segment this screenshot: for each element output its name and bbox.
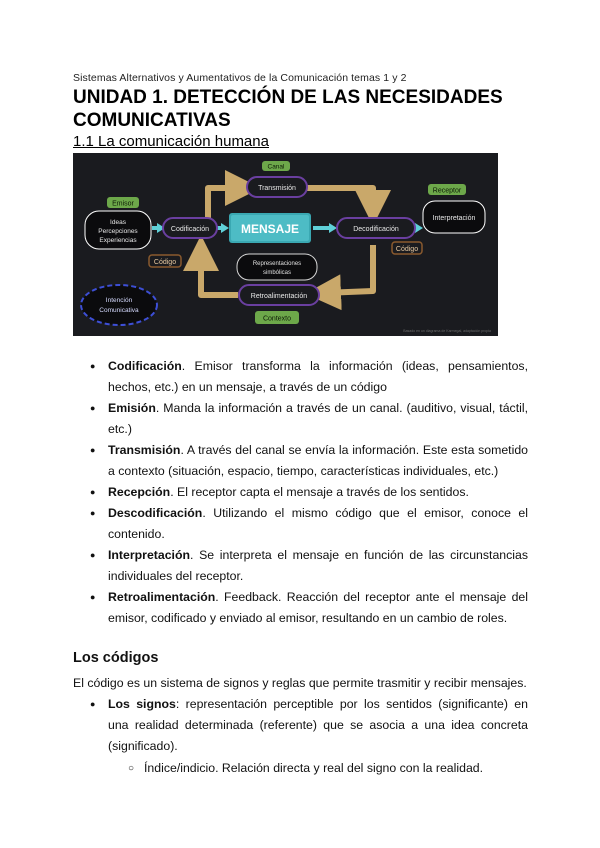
- section-title: 1.1 La comunicación humana: [73, 133, 269, 150]
- list-item: ● Los signos: representación perceptible por los sentidos (significante) en una realidad determinada (referente) que se asocia a una idea concreta (significado).: [90, 694, 528, 757]
- bullet-icon: ●: [90, 487, 96, 497]
- list-item: ● Emisión. Manda la información a través de un canal. (auditivo, visual, táctil, etc.): [90, 398, 528, 440]
- list-item: ● Descodificación. Utilizando el mismo código que el emisor, conoce el contenido.: [90, 503, 528, 545]
- svg-text:Representaciones: Representaciones: [252, 261, 302, 267]
- emisor-line-2: Percepciones: [98, 228, 138, 235]
- svg-text:Comunicativa: Comunicativa: [99, 307, 139, 314]
- svg-text:Canal: Canal: [267, 163, 285, 171]
- list-item: ○ Índice/indicio. Relación directa y real del signo con la realidad.: [128, 758, 528, 779]
- representaciones-box: [237, 254, 317, 280]
- list-item: ● Recepción. El receptor capta el mensaje a través de los sentidos.: [90, 482, 528, 503]
- codes-section-title: Los códigos: [73, 650, 159, 666]
- svg-text:Contexto: Contexto: [262, 315, 292, 323]
- unit-title: UNIDAD 1. DETECCIÓN DE LAS NECESIDADES COMUNICATIVAS: [73, 87, 503, 131]
- svg-text:Codificación: Codificación: [170, 226, 210, 233]
- document-header-note: Sistemas Alternativos y Aumentativos de la Comunicación temas 1 y 2: [73, 72, 407, 84]
- communication-diagram: [73, 153, 498, 336]
- bullet-icon: ●: [90, 699, 96, 709]
- hollow-bullet-icon: ○: [128, 763, 135, 774]
- list-item: ● Codificación. Emisor transforma la información (ideas, pensamientos, hechos, etc.) en un mensaje, a través de un código: [90, 356, 528, 398]
- bullet-icon: ●: [90, 403, 96, 413]
- svg-text:Decodificación: Decodificación: [353, 226, 399, 233]
- emisor-line-3: Experiencias: [99, 237, 137, 244]
- bullet-icon: ●: [90, 592, 96, 602]
- signs-list: [90, 694, 528, 757]
- list-item: ● Interpretación. Se interpreta el mensaje en función de las circunstancias individuales del receptor.: [90, 545, 528, 587]
- bullet-icon: ●: [90, 361, 96, 371]
- bullet-icon: ●: [90, 445, 96, 455]
- svg-text:Receptor: Receptor: [432, 187, 462, 195]
- svg-text:Emisor: Emisor: [112, 200, 134, 208]
- communication-steps-list: [90, 356, 528, 629]
- list-item: ● Transmisión. A través del canal se envía la información. Este esta sometido a contexto (situación, espacio, tiempo, características individuales, etc.): [90, 440, 528, 482]
- bullet-icon: ●: [90, 508, 96, 518]
- list-item: ● Retroalimentación. Feedback. Reacción del receptor ante el mensaje del emisor, codificado y enviado al emisor, resultando en un cambio de roles.: [90, 587, 528, 629]
- svg-text:Retroalimentación: Retroalimentación: [250, 293, 308, 300]
- bullet-icon: ●: [90, 550, 96, 560]
- svg-text:Código: Código: [395, 246, 419, 253]
- diagram-credit: Basado en un diagrama de Karmegal, adaptación propia: [403, 329, 491, 333]
- emisor-line-1: Ideas: [110, 219, 126, 226]
- sign-types-list: [128, 758, 528, 779]
- intencion-cloud: [81, 285, 157, 325]
- svg-text:Intención: Intención: [105, 297, 133, 304]
- svg-text:MENSAJE: MENSAJE: [240, 222, 300, 236]
- svg-text:Interpretación: Interpretación: [432, 215, 476, 222]
- svg-text:Transmisión: Transmisión: [258, 185, 296, 192]
- codes-intro-text: El código es un sistema de signos y reglas que permite trasmitir y recibir mensajes.: [73, 676, 527, 690]
- svg-text:Código: Código: [153, 259, 177, 266]
- svg-text:simbólicas: simbólicas: [262, 270, 292, 276]
